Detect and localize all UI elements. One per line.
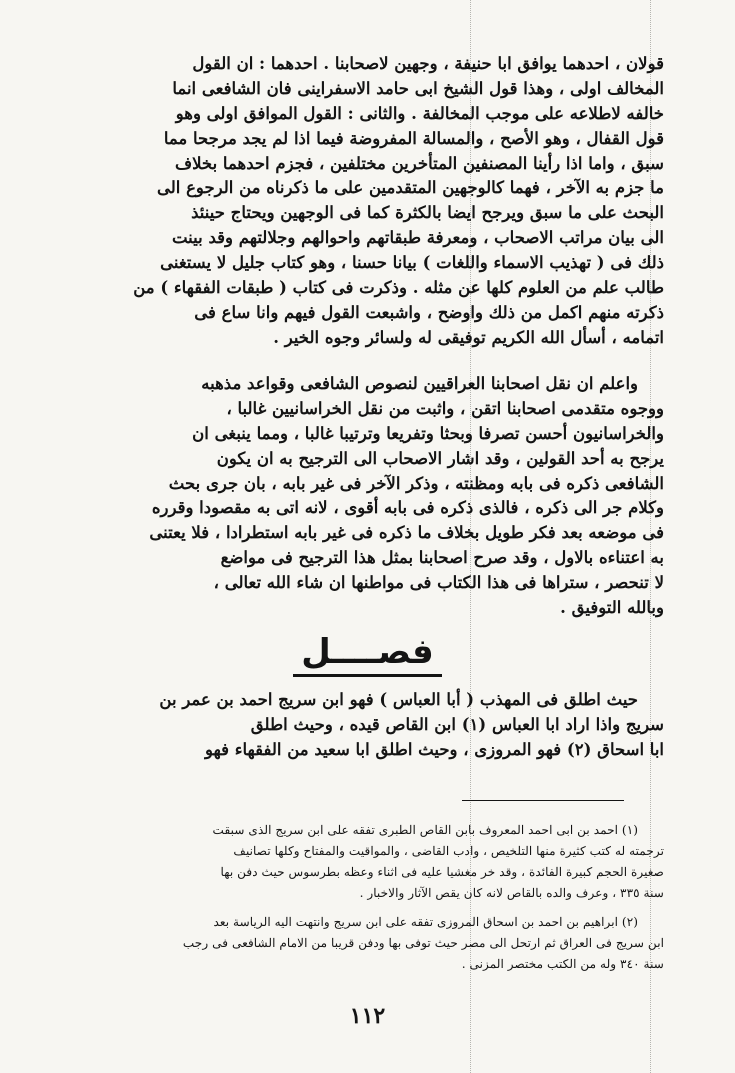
text-line: فى موضعه بعد فكر طويل بخلاف ما ذكره فى غير بابه استطرادا ، فلا يعتنى — [149, 523, 664, 543]
text-line: حيث اطلق فى المهذب ( أبا العباس ) فهو ابن سريج احمد بن عمر بن — [159, 690, 638, 709]
paragraph-2 — [68, 372, 664, 621]
text-line: لا تنحصر ، ستراها فى هذا الكتاب فى مواطنها ان شاء الله تعالى ، — [213, 573, 664, 593]
text-line: واعلم ان نقل اصحابنا العراقيين لنصوص الشافعى وقواعد مذهبه — [201, 374, 638, 393]
text-line: اتمامه ، أسأل الله الكريم توفيقى له ولسائر وجوه الخير . — [273, 327, 664, 347]
footnote-1 — [68, 820, 664, 904]
text-line: المخالف اولى ، وهذا قول الشيخ ابى حامد الاسفراينى فان الشافعى انما — [172, 78, 664, 98]
text-line: ذلك فى ( تهذيب الاسماء واللغات ) بيانا حسنا ، وهو كتاب جليل لا يستغنى — [160, 253, 664, 273]
text-line: قول القفال ، وهو الأصح ، والمسالة المفروضة فيما اذا لم يجد مرجحا مما — [163, 128, 664, 148]
text-line: ابا اسحاق (٢) فهو المروزى ، وحيث اطلق ابا سعيد من الفقهاء فهو — [205, 739, 664, 759]
text-line: وبالله التوفيق . — [560, 598, 664, 618]
footnote-line: سنة ٣٣٥ ، وعرف والده بالقاص لانه كان يقص الآثار والاخبار . — [359, 886, 664, 900]
paragraph-1 — [68, 52, 664, 351]
text-line: يرجح به أحد القولين ، وقد اشار الاصحاب الى الترجيح به ان يكون — [216, 448, 664, 468]
text-line: الشافعى ذكره فى بابه ومظنته ، وذكر الآخر فى غير بابه ، بان جرى بحث — [168, 473, 664, 493]
text-line: سبق ، واما اذا رأينا المصنفين المتأخرين مختلفين ، فجزم احدهما بخلاف — [174, 153, 664, 173]
text-line: قولان ، احدهما يوافق ابا حنيفة ، وجهين لاصحابنا . احدهما : ان القول — [192, 54, 664, 73]
footnote-line: (٢) ابراهيم بن احمد بن اسحاق المروزى تفقه على ابن سريج وانتهت اليه الرياسة بعد — [213, 915, 638, 929]
text-line: ووجوه متقدمى اصحابنا اتقن ، واثبت من نقل الخراسانيين غالبا ، — [226, 398, 664, 418]
section-heading-text: فصــــل — [293, 632, 442, 677]
footnote-line: سنة ٣٤٠ وله من الكتب مختصر المزنى . — [461, 957, 664, 971]
text-line: ذكرته منهم اكمل من ذلك واوضح ، واشبعت القول فيهم وانا ساع فى — [194, 302, 664, 322]
text-line: به اعتناءه بالاول ، وقد صرح اصحابنا بمثل هذا الترجيح فى مواضع — [220, 548, 664, 568]
text-line: الى بيان مراتب الاصحاب ، ومعرفة طبقاتهم واحوالهم وجلالتهم وقد بينت — [171, 228, 664, 248]
footnote-line: ترجمته له كتب كثيرة منها التلخيص ، وادب القاضى ، والمواقيت والمفتاح وكلها تصانيف — [233, 844, 664, 858]
footnote-line: ابن سريج فى العراق ثم ارتحل الى مصر حيث توفى بها ودفن قريبا من الامام الشافعى فى رجب — [182, 936, 664, 950]
text-line: خالفه لاطلاعه على موجب المخالفة . والثانى : القول الموافق اولى وهو — [175, 103, 664, 123]
text-line: سريج واذا اراد ابا العباس (١) ابن القاص قيده ، وحيث اطلق — [250, 714, 664, 734]
footnote-line: (١) احمد بن ابى احمد المعروف بابن القاص الطبرى تفقه على ابن سريج الذى سبقت — [212, 823, 638, 837]
footnote-2 — [68, 912, 664, 975]
text-line: البحث على ما سبق ويرجح ايضا بالكثرة كما فى الوجهين ويحتاج حينئذ — [191, 203, 664, 223]
text-line: وكلام جر الى ذكره ، فالذى ذكره فى بابه أقوى ، لانه اتى به مقصودا وقرره — [151, 498, 664, 518]
paragraph-3 — [68, 688, 664, 763]
text-line: ما جزم به الآخر ، فهما كالوجهين المتقدمين على ما ذكرناه من الرجوع الى — [156, 178, 664, 198]
text-line: والخراسانيون أحسن تصرفا وبحثا وتفريعا وترتيبا غالبا ، ومما ينبغى ان — [192, 423, 664, 443]
page-number: ١١٢ — [349, 1003, 386, 1029]
footnote-line: صغيرة الحجم كبيرة الفائدة ، وقد خر مغشيا عليه فى اثناء وعظه بطرسوس حيث دفن بها — [220, 865, 664, 879]
section-heading — [0, 632, 735, 677]
footnote-separator — [462, 800, 624, 801]
text-line: طالب علم من العلوم كلها عن مثله . وذكرت فى كتاب ( طبقات الفقهاء ) من — [133, 278, 664, 298]
